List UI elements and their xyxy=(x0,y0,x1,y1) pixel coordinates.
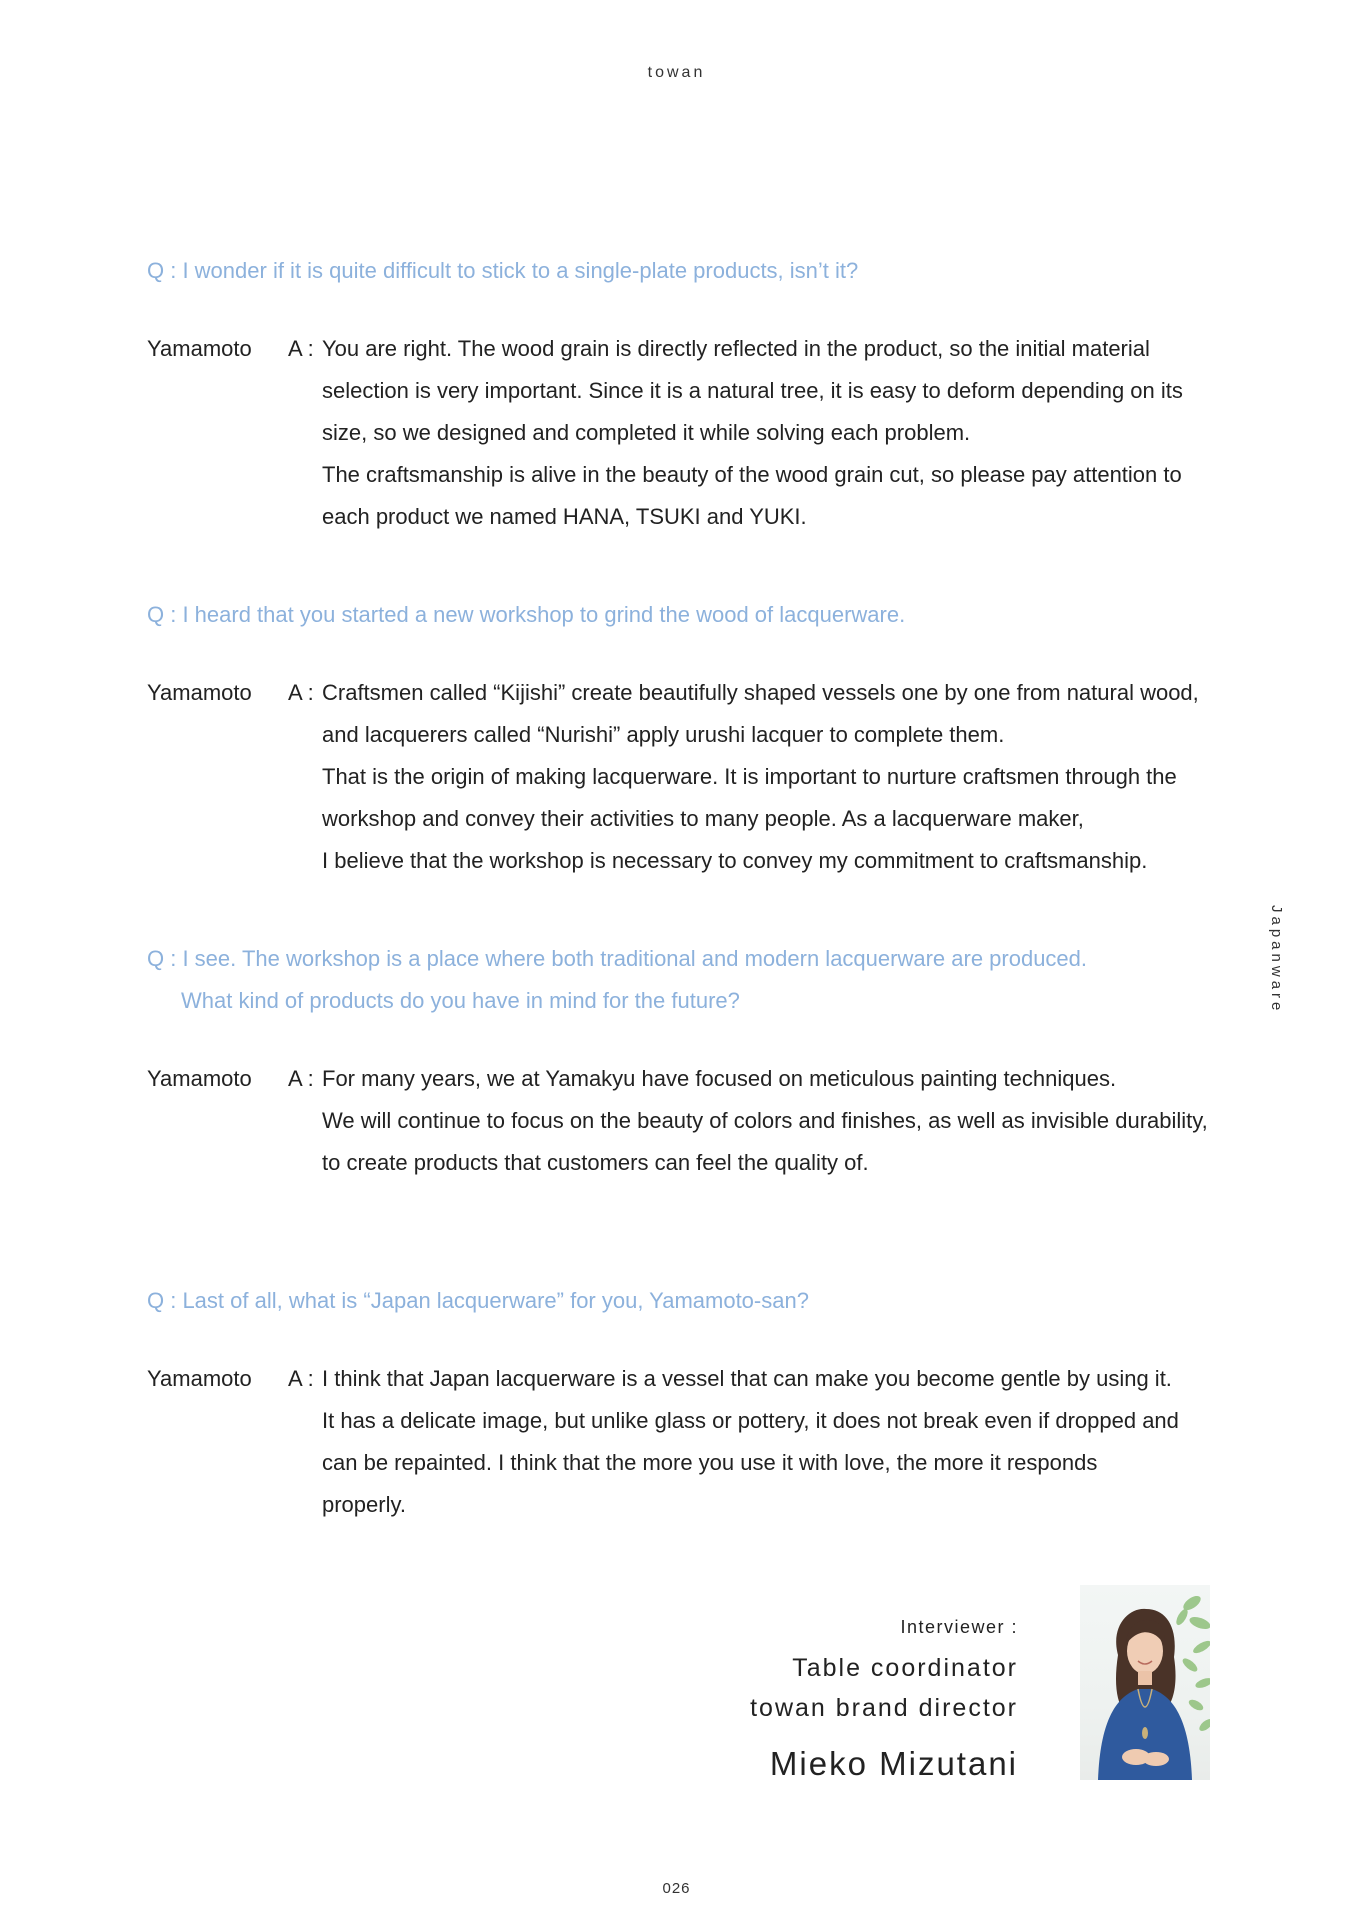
answer-paragraph: The craftsmanship is alive in the beauty of the wood grain cut, so please pay attention to each product we named HANA, TSUKI and YUKI. xyxy=(322,462,1182,529)
question-4: Q : Last of all, what is “Japan lacquerware” for you, Yamamoto-san? xyxy=(147,1288,809,1313)
answer-paragraph: That is the origin of making lacquerware. It is important to nurture craftsmen through the workshop and convey their activities to many people. As a lacquerware maker, xyxy=(322,764,1177,831)
plant-leaves xyxy=(1174,1593,1210,1733)
answer-paragraph: For many years, we at Yamakyu have focused on meticulous painting techniques. xyxy=(322,1066,1117,1091)
speaker-name: Yamamoto xyxy=(147,1066,252,1091)
portrait-illustration xyxy=(1080,1585,1210,1780)
question-1: Q : I wonder if it is quite difficult to stick to a single-plate products, isn’t it? xyxy=(147,258,859,283)
interviewer-label: Interviewer : xyxy=(900,1617,1018,1637)
answer-prefix: A : xyxy=(288,680,314,705)
interviewer-photo xyxy=(1080,1585,1210,1780)
answer-text xyxy=(322,672,1227,882)
answer-text xyxy=(322,328,1227,538)
interviewer-name: Mieko Mizutani xyxy=(769,1745,1018,1782)
interviewer-role-line: towan brand director xyxy=(750,1694,1018,1722)
qa-block-3 xyxy=(147,938,1227,1184)
speaker-name: Yamamoto xyxy=(147,680,252,705)
question-2: Q : I heard that you started a new workshop to grind the wood of lacquerware. xyxy=(147,602,906,627)
answer-text xyxy=(322,1058,1227,1184)
answer-paragraph: We will continue to focus on the beauty of colors and finishes, as well as invisible durability, to create products that customers can feel the quality of. xyxy=(322,1108,1208,1175)
answer-3 xyxy=(147,1058,1227,1184)
answer-paragraph: I think that Japan lacquerware is a vessel that can make you become gentle by using it. It has a delicate image, but unlike glass or pottery, it does not break even if dropped and can be repainted. I think that the more you use it with love, the more it responds properly. xyxy=(322,1366,1179,1517)
interviewer-credit xyxy=(640,1612,1018,1788)
interviewer-role xyxy=(640,1648,1018,1728)
qa-block-4 xyxy=(147,1280,1227,1526)
answer-paragraph: I believe that the workshop is necessary to convey my commitment to craftsmanship. xyxy=(322,848,1148,873)
answer-text xyxy=(322,1358,1182,1526)
section-side-tab: Japanware xyxy=(1268,905,1285,1015)
answer-paragraph: Craftsmen called “Kijishi” create beautifully shaped vessels one by one from natural wood, and lacquerers called “Nurishi” apply urushi lacquer to complete them. xyxy=(322,680,1199,747)
answer-4 xyxy=(147,1358,1227,1526)
answer-prefix: A : xyxy=(288,1066,314,1091)
answer-prefix: A : xyxy=(288,1366,314,1391)
interviewer-role-line: Table coordinator xyxy=(792,1654,1018,1682)
qa-block-2 xyxy=(147,594,1227,882)
answer-prefix: A : xyxy=(288,336,314,361)
speaker-name: Yamamoto xyxy=(147,1366,252,1391)
answer-2 xyxy=(147,672,1227,882)
qa-block-1 xyxy=(147,250,1227,538)
page-number: 026 xyxy=(662,1880,691,1897)
answer-1 xyxy=(147,328,1227,538)
speaker-name: Yamamoto xyxy=(147,336,252,361)
question-3: Q : I see. The workshop is a place where both traditional and modern lacquerware are produced. What kind of products do you have in mind for the future? xyxy=(147,946,1088,1013)
answer-paragraph: You are right. The wood grain is directly reflected in the product, so the initial material selection is very important. Since it is a natural tree, it is easy to deform depending on its size, so we designed and completed it while solving each problem. xyxy=(322,336,1183,445)
brand-header: towan xyxy=(647,64,706,81)
